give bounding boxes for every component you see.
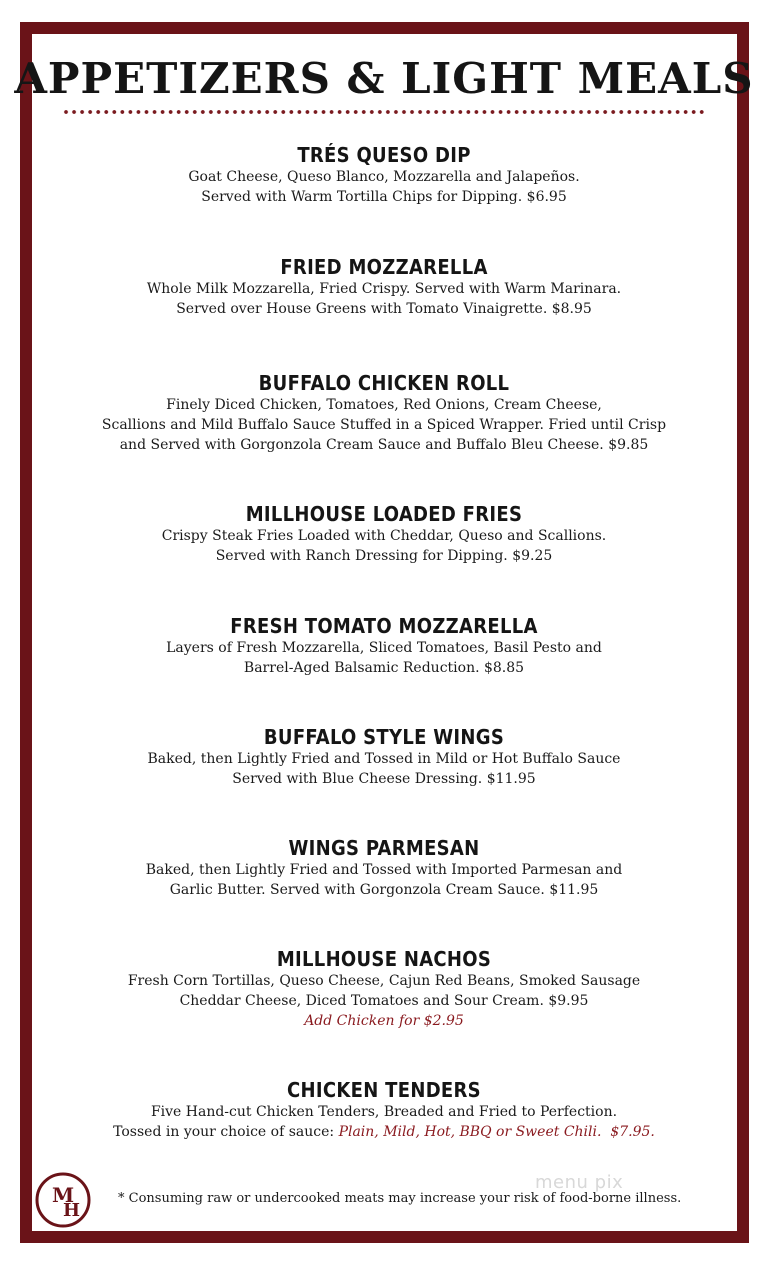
menu-item-buffalo-style-wings bbox=[40, 725, 728, 789]
item-desc-line: Served with Ranch Dressing for Dipping. $9.25 bbox=[215, 548, 553, 564]
item-desc-line: Garlic Butter. Served with Gorgonzola Cream Sauce. $11.95 bbox=[169, 882, 599, 898]
item-name: TRÉS QUESO DIP bbox=[297, 143, 471, 167]
sauce-prefix: Tossed in your choice of sauce: bbox=[113, 1124, 339, 1140]
item-desc-line: Served with Blue Cheese Dressing. $11.95 bbox=[232, 771, 536, 787]
watermark: menu pix bbox=[535, 1172, 624, 1193]
item-desc-line: Finely Diced Chicken, Tomatoes, Red Onions, Cream Cheese, bbox=[166, 397, 602, 413]
menu-item-tres-queso-dip bbox=[40, 143, 728, 207]
item-desc-line: Goat Cheese, Queso Blanco, Mozzarella and Jalapeños. bbox=[188, 169, 580, 185]
menu-item-millhouse-loaded-fries bbox=[40, 502, 728, 566]
item-desc-line: Cheddar Cheese, Diced Tomatoes and Sour Cream. $9.95 bbox=[179, 993, 589, 1009]
item-desc-line: Fresh Corn Tortillas, Queso Cheese, Cajun Red Beans, Smoked Sausage bbox=[127, 973, 641, 989]
item-name: FRIED MOZZARELLA bbox=[280, 255, 488, 279]
dotted-divider bbox=[62, 109, 706, 115]
item-desc-line: Crispy Steak Fries Loaded with Cheddar, Queso and Scallions. bbox=[161, 528, 607, 544]
item-name: BUFFALO CHICKEN ROLL bbox=[258, 371, 510, 395]
item-addon: Add Chicken for $2.95 bbox=[304, 1013, 464, 1029]
item-desc-line: Scallions and Mild Buffalo Sauce Stuffed in a Spiced Wrapper. Fried until Crisp bbox=[101, 417, 667, 433]
sauce-options: Plain, Mild, Hot, BBQ or Sweet Chili. bbox=[338, 1124, 602, 1140]
item-desc-line: Five Hand-cut Chicken Tenders, Breaded and Fried to Perfection. bbox=[150, 1104, 618, 1120]
menu-item-fresh-tomato-mozzarella bbox=[40, 614, 728, 678]
item-desc-line: Served over House Greens with Tomato Vinaigrette. $8.95 bbox=[176, 301, 592, 317]
svg-text:H: H bbox=[63, 1200, 81, 1221]
mh-logo-mark bbox=[35, 1172, 91, 1228]
item-desc-line: Baked, then Lightly Fried and Tossed with Imported Parmesan and bbox=[145, 862, 623, 878]
mh-logo bbox=[35, 1172, 91, 1228]
item-name: MILLHOUSE LOADED FRIES bbox=[245, 502, 523, 526]
item-name: WINGS PARMESAN bbox=[288, 836, 480, 860]
item-desc-line: Barrel-Aged Balsamic Reduction. $8.85 bbox=[243, 660, 525, 676]
menu-item-millhouse-nachos bbox=[40, 947, 728, 1031]
item-name: BUFFALO STYLE WINGS bbox=[263, 725, 505, 749]
page-title: APPETIZERS & LIGHT MEALS bbox=[14, 54, 754, 103]
item-desc-line: Whole Milk Mozzarella, Fried Crispy. Served with Warm Marinara. bbox=[146, 281, 622, 297]
food-safety-disclaimer: * Consuming raw or undercooked meats may increase your risk of food-borne illness. bbox=[118, 1191, 682, 1206]
menu-item-fried-mozzarella bbox=[40, 255, 728, 319]
item-name: FRESH TOMATO MOZZARELLA bbox=[230, 614, 538, 638]
item-sauce-line bbox=[40, 1122, 728, 1142]
item-desc-line: Served with Warm Tortilla Chips for Dipping. $6.95 bbox=[201, 189, 567, 205]
item-desc-line: and Served with Gorgonzola Cream Sauce and Buffalo Bleu Cheese. $9.85 bbox=[119, 437, 649, 453]
menu-item-chicken-tenders bbox=[40, 1078, 728, 1142]
item-desc-line: Baked, then Lightly Fried and Tossed in Mild or Hot Buffalo Sauce bbox=[147, 751, 621, 767]
menu-item-wings-parmesan bbox=[40, 836, 728, 900]
item-name: CHICKEN TENDERS bbox=[287, 1078, 481, 1102]
item-price: $7.95. bbox=[610, 1124, 655, 1140]
item-desc-line: Layers of Fresh Mozzarella, Sliced Tomatoes, Basil Pesto and bbox=[166, 640, 602, 656]
svg-text:M: M bbox=[52, 1183, 75, 1207]
menu-item-buffalo-chicken-roll bbox=[40, 371, 728, 455]
item-name: MILLHOUSE NACHOS bbox=[276, 947, 492, 971]
